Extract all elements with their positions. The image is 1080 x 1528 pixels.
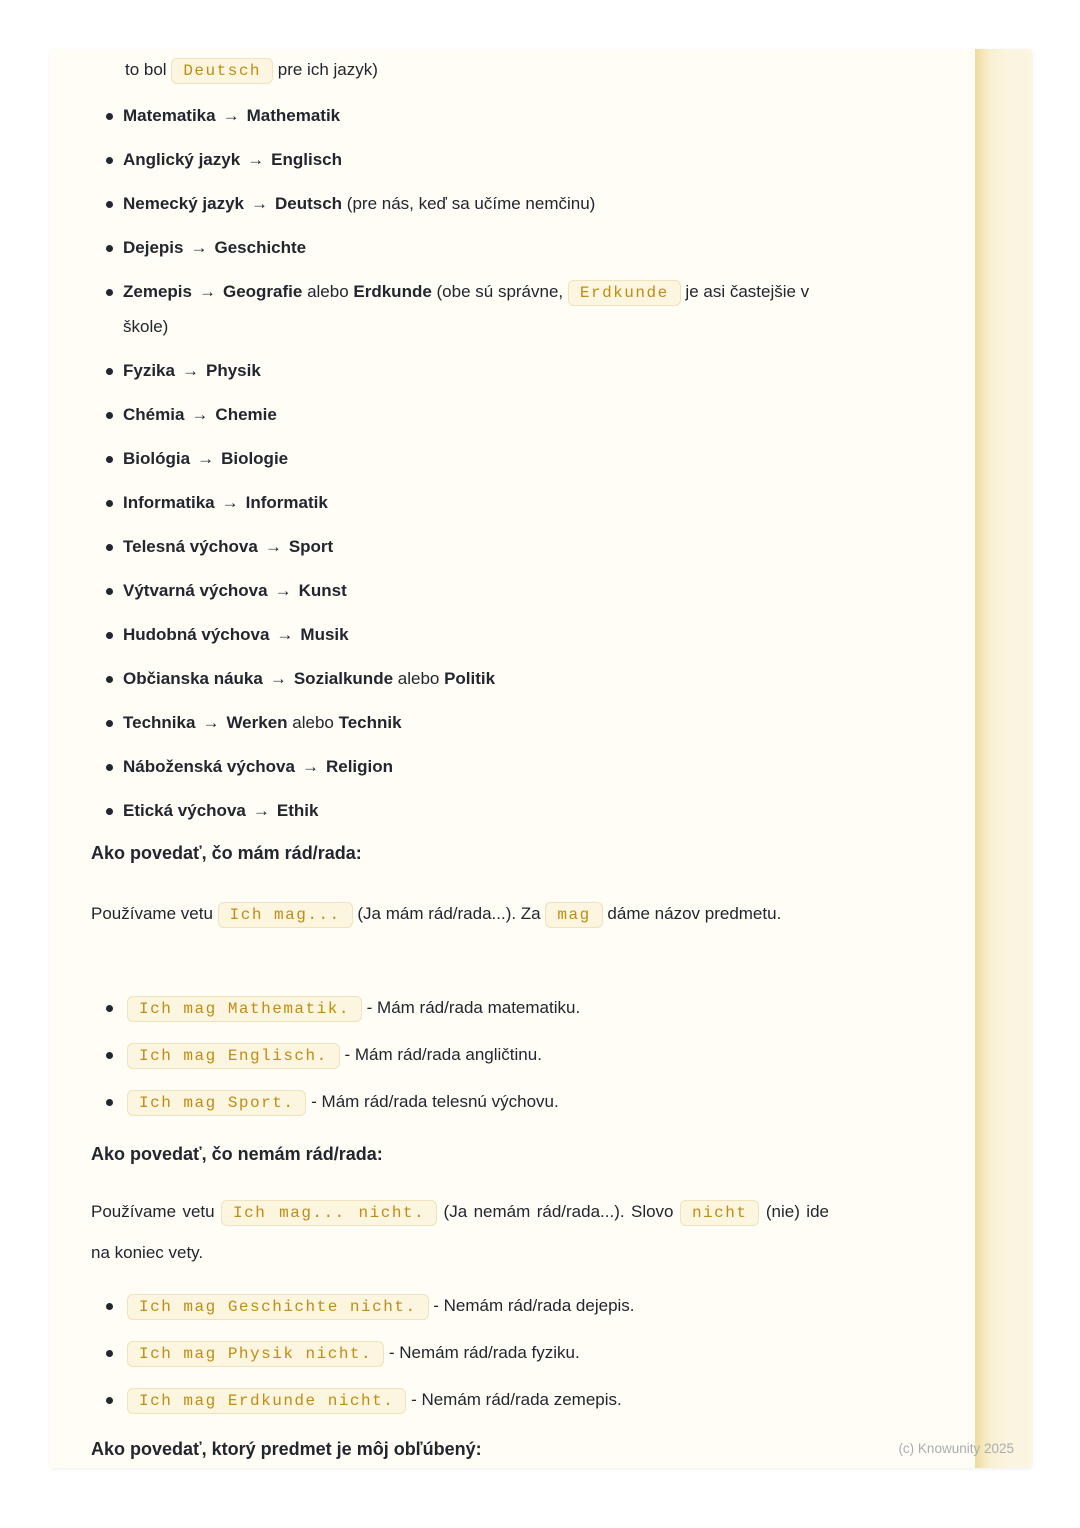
code-chip: Ich mag Mathematik. <box>127 996 362 1022</box>
arrow-icon: → <box>269 669 287 688</box>
list-item <box>91 398 829 432</box>
subjects-list <box>91 99 829 838</box>
section-heading-favorite: Ako povedať, ktorý predmet je môj obľúbený: <box>91 1439 482 1459</box>
bold-term: Biológia <box>123 449 191 468</box>
list-item <box>91 794 829 828</box>
code-chip: Deutsch <box>171 58 273 84</box>
bold-term: Zemepis <box>123 282 192 301</box>
bold-term: Biologie <box>221 449 289 468</box>
arrow-icon: → <box>250 194 268 213</box>
bold-term: Physik <box>205 361 261 380</box>
bold-term: Deutsch <box>274 194 343 213</box>
list-item: Zemepis → Geografie alebo Erdkunde (obe sú správne, Erdkunde je asi častejšie v škole) <box>91 275 829 344</box>
bold-term: Telesná výchova <box>123 537 258 556</box>
bold-term: Hudobná výchova <box>123 625 270 644</box>
bold-term: Kunst <box>298 581 347 600</box>
code-chip: Ich mag Englisch. <box>127 1043 340 1069</box>
arrow-icon: → <box>274 581 292 600</box>
list-item: Ich mag Geschichte nicht. - Nemám rád/rada dejepis. <box>91 1288 829 1325</box>
document-content <box>91 49 829 1468</box>
arrow-icon: → <box>301 757 319 776</box>
arrow-icon: → <box>198 282 216 301</box>
arrow-icon: → <box>181 361 199 380</box>
bold-term: Anglický jazyk <box>123 150 241 169</box>
arrow-icon: → <box>252 801 270 820</box>
code-chip: Ich mag Physik nicht. <box>127 1341 384 1367</box>
list-item: Ich mag Englisch. - Mám rád/rada angličtinu. <box>91 1037 829 1074</box>
list-item <box>91 574 829 608</box>
list-item: Technika → Werken alebo Technik <box>91 706 829 740</box>
bold-term: Religion <box>325 757 394 776</box>
code-chip: Ich mag... <box>218 902 353 928</box>
code-chip: Ich mag Geschichte nicht. <box>127 1294 429 1320</box>
bold-term: Technika <box>123 713 196 732</box>
code-chip: mag <box>545 902 602 928</box>
bold-term: Dejepis <box>123 238 184 257</box>
list-item: Ich mag Erdkunde nicht. - Nemám rád/rada zemepis. <box>91 1382 829 1419</box>
arrow-icon: → <box>191 405 209 424</box>
arrow-icon: → <box>247 150 265 169</box>
bold-term: Chémia <box>123 405 185 424</box>
list-item: Ich mag Mathematik. - Mám rád/rada matematiku. <box>91 990 829 1027</box>
bold-term: Výtvarná výchova <box>123 581 268 600</box>
list-item <box>91 99 829 133</box>
list-item <box>91 750 829 784</box>
bold-term: Informatik <box>245 493 328 512</box>
list-item <box>91 618 829 652</box>
likes-list <box>91 990 829 1131</box>
code-chip: Ich mag Erdkunde nicht. <box>127 1388 406 1414</box>
dislikes-list <box>91 1288 829 1429</box>
arrow-icon: → <box>197 449 215 468</box>
bold-term: Mathematik <box>246 106 341 125</box>
bold-term: Chemie <box>215 405 277 424</box>
list-item <box>91 486 829 520</box>
bold-term: Geschichte <box>214 238 307 257</box>
bold-term: Matematika <box>123 106 216 125</box>
bold-term: Ethik <box>276 801 319 820</box>
code-chip: nicht <box>680 1200 760 1226</box>
list-item: Nemecký jazyk → Deutsch (pre nás, keď sa učíme nemčinu) <box>91 187 829 221</box>
bold-term: Musik <box>300 625 349 644</box>
bold-term: Englisch <box>271 150 343 169</box>
list-item <box>91 143 829 177</box>
bold-term: Náboženská výchova <box>123 757 295 776</box>
bold-term: Technik <box>338 713 402 732</box>
document-page <box>50 49 1032 1468</box>
watermark: (c) Knowunity 2025 <box>898 1441 1014 1456</box>
accent-stripe <box>975 49 1032 1468</box>
code-chip: Ich mag... nicht. <box>221 1200 437 1226</box>
arrow-icon: → <box>264 537 282 556</box>
bold-term: Sozialkunde <box>293 669 394 688</box>
bold-term: Geografie <box>222 282 303 301</box>
arrow-icon: → <box>190 238 208 257</box>
bold-term: Informatika <box>123 493 215 512</box>
bold-term: Politik <box>444 669 496 688</box>
bold-term: Sport <box>288 537 334 556</box>
list-item: Ich mag Physik nicht. - Nemám rád/rada fyziku. <box>91 1335 829 1372</box>
bold-term: Werken <box>226 713 288 732</box>
paragraph-likes: Používame vetu Ich mag... (Ja mám rád/rada...). Za mag dáme názov predmetu. <box>91 894 829 935</box>
section-heading-dislikes: Ako povedať, čo nemám rád/rada: <box>91 1144 383 1164</box>
list-item: Občianska náuka → Sozialkunde alebo Politik <box>91 662 829 696</box>
bold-term: Nemecký jazyk <box>123 194 244 213</box>
arrow-icon: → <box>276 625 294 644</box>
arrow-icon: → <box>222 106 240 125</box>
bold-term: Fyzika <box>123 361 175 380</box>
list-item <box>91 354 829 388</box>
section-heading-likes: Ako povedať, čo mám rád/rada: <box>91 843 362 863</box>
arrow-icon: → <box>202 713 220 732</box>
bold-term: Občianska náuka <box>123 669 263 688</box>
list-item: Ich mag Sport. - Mám rád/rada telesnú výchovu. <box>91 1084 829 1121</box>
paragraph-dislikes: Používame vetu Ich mag... nicht. (Ja nemám rád/rada...). Slovo nicht (nie) ide na koniec vety. <box>91 1202 829 1262</box>
list-item <box>91 231 829 265</box>
code-chip: Erdkunde <box>568 280 681 306</box>
intro-line: to bol Deutsch pre ich jazyk) <box>125 55 829 86</box>
list-item <box>91 530 829 564</box>
bold-term: Etická výchova <box>123 801 246 820</box>
code-chip: Ich mag Sport. <box>127 1090 306 1116</box>
arrow-icon: → <box>221 493 239 512</box>
list-item <box>91 442 829 476</box>
bold-term: Erdkunde <box>353 282 432 301</box>
